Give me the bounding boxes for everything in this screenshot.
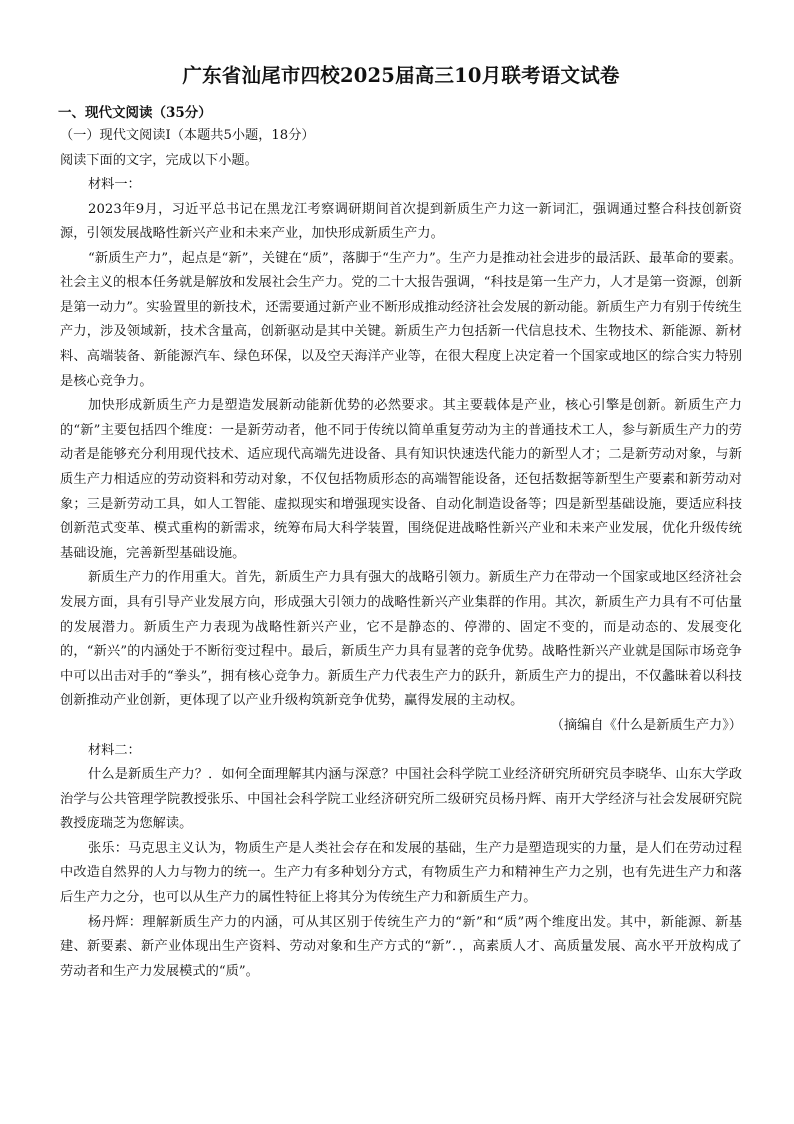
material-1-paragraph-3: 加快形成新质生产力是塑造发展新动能新优势的必然要求。其主要载体是产业，核心引擎是创新。新质生产力的“新”主要包括四个维度：一是新劳动者，他不同于传统以简单重复劳动为主的普通技术工人，参与新质生产力的劳动者是能够充分利用现代技术、适应现代高端先进设备、具有知识快速迭代能力的新型人才；二是新劳动对象，与新质生产力相适应的劳动资料和劳动对象，不仅包括物质形态的高端智能设备，还包括数据等新型生产要素和新劳动对象；三是新劳动工具，如人工智能、虚拟现实和增强现实设备、自动化制造设备等；四是新型基础设施，要适应科技创新范式变革、模式重构的新需求，统筹布局大科学装置，围绕促进战略性新兴产业和未来产业发展，优化升级传统基础设施，完善新型基础设施。 bbox=[60, 398, 742, 561]
exam-page bbox=[60, 60, 742, 984]
material-1-paragraph-2: “新质生产力”，起点是“新”，关键在“质”，落脚于“生产力”。生产力是推动社会进步的最活跃、最革命的要素。社会主义的根本任务就是解放和发展社会生产力。党的二十大报告强调，“科技是第一生产力，人才是第一资源，创新是第一动力”。实验置里的新技术，还需要通过新产业不断形成推动经济社会发展的新动能。新质生产力有别于传统生产力，涉及领域新，技术含量高，创新驱动是其中关键。新质生产力包括新一代信息技术、生物技术、新能源、新材料、高端装备、新能源汽车、绿色环保，以及空天海洋产业等，在很大程度上决定着一个国家或地区的综合实力特别是核心竞争力。 bbox=[60, 250, 742, 389]
material-2-paragraph-3: 杨丹辉：理解新质生产力的内涵，可从其区别于传统生产力的“新”和“质”两个维度出发。其中，新能源、新基建、新要素、新产业体现出生产资料、劳动对象和生产方式的“新”．，高素质人才、高质量发展、高水平开放构成了劳动者和生产力发展模式的“质”。 bbox=[60, 914, 742, 979]
material-2-paragraph-1: 什么是新质生产力？．如何全面理解其内涵与深意？中国社会科学院工业经济研究所研究员李晓华、山东大学政治学与公共管理学院教授张乐、中国社会科学院工业经济研究所二级研究员杨丹辉、南开大学经济与社会发展研究院教授庞瑞芝为您解读。 bbox=[60, 767, 742, 832]
material-1-paragraph-1: 2023年9月，习近平总书记在黑龙江考察调研期间首次提到新质生产力这一新词汇，强调通过整合科技创新资源，引领发展战略性新兴产业和未来产业，加快形成新质生产力。 bbox=[60, 201, 742, 242]
material-2-paragraph-2: 张乐：马克思主义认为，物质生产是人类社会存在和发展的基础，生产力是塑造现实的力量，是人们在劳动过程中改造自然界的人力与物力的统一。生产力有多种划分方式，有物质生产力和精神生产力之别，也有先进生产力和落后生产力之分，也可以从生产力的属性特征上将其分为传统生产力和新质生产力。 bbox=[60, 840, 742, 906]
material-1-source: （摘编自《什么是新质生产力》） bbox=[550, 717, 742, 733]
subsection-heading: （一）现代文阅读Ⅰ（本题共5小题，18分） bbox=[60, 128, 315, 143]
material-1-paragraph-4: 新质生产力的作用重大。首先，新质生产力具有强大的战略引领力。新质生产力在带动一个国家或地区经济社会发展方面，具有引导产业发展方向，形成强大引领力的战略性新兴产业集群的作用。其次，新质生产力具有不可估量的发展潜力。新质生产力表现为战略性新兴产业，它不是静态的、停滞的、固定不变的，而是动态的、发展变化的，“新兴”的内涵处于不断衍变过程中。最后，新质生产力具有显著的竞争优势。战略性新兴产业就是国际市场竞争中可以出击对手的“拳头”，拥有核心竞争力。新质生产力代表生产力的跃升，新质生产力的提出，不仅蠡昧着以科技创新推动产业创新，更体现了以产业升级构筑新竞争优势，赢得发展的主动权。 bbox=[60, 570, 742, 709]
section-heading: 一、现代文阅读（35分） bbox=[58, 105, 212, 121]
exam-title: 广东省汕尾市四校2025届高三10月联考语文试卷 bbox=[182, 64, 620, 87]
material-2-label: 材料二： bbox=[88, 742, 141, 758]
material-1-label: 材料一： bbox=[88, 177, 141, 192]
reading-instruction: 阅读下面的文字，完成以下小题。 bbox=[60, 152, 258, 168]
